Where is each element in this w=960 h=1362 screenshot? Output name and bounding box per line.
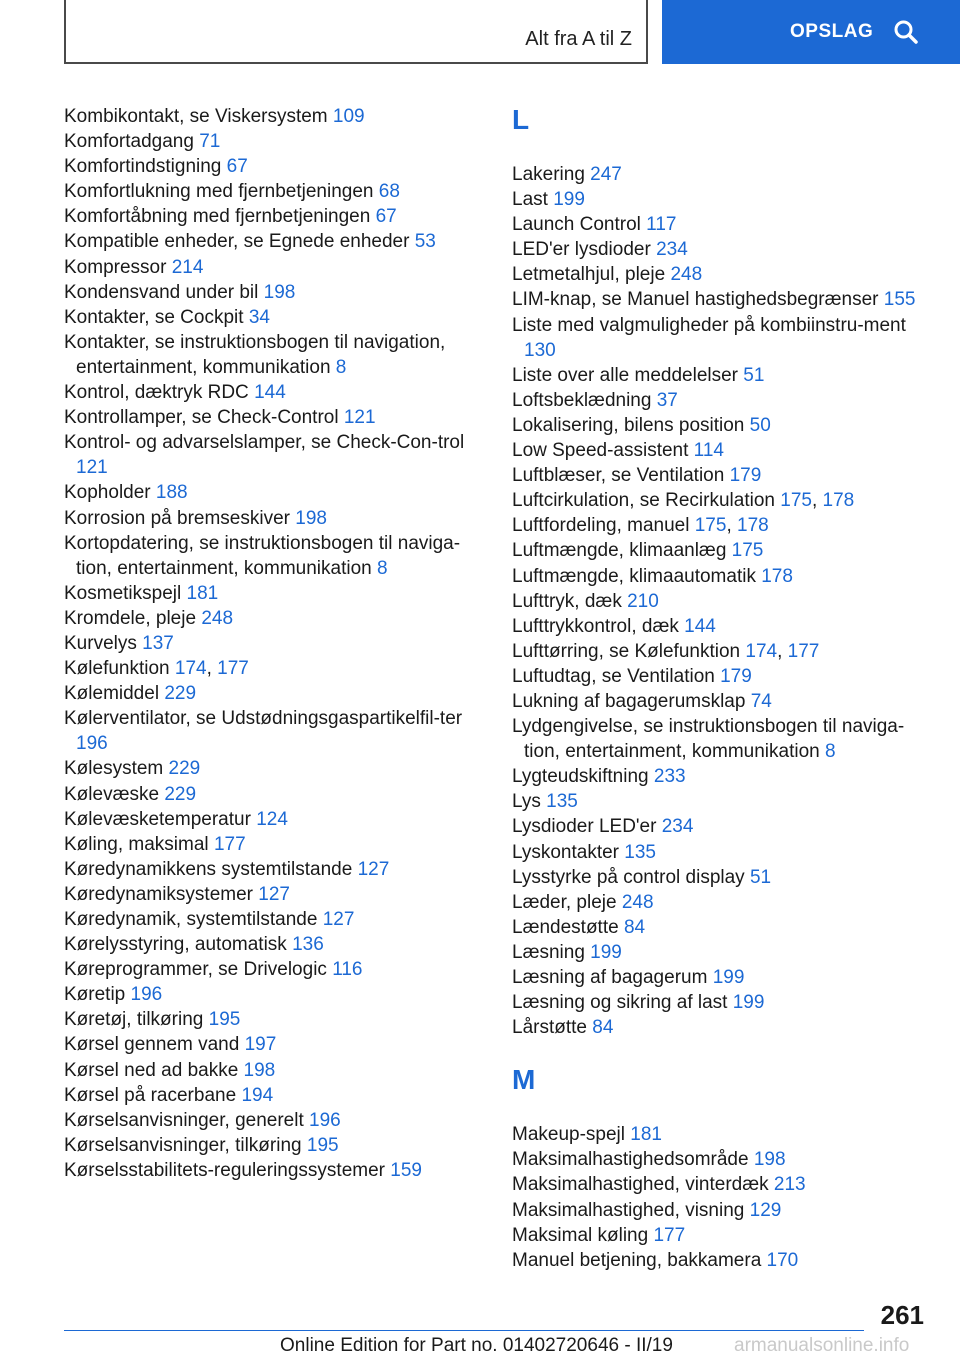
index-entry: [512, 915, 932, 940]
index-entry-text: Kontrol, dæktryk RDC: [64, 382, 249, 404]
index-entry-text: Luftudtag, se Ventilation: [512, 665, 715, 687]
index-entry-text: Lygteudskiftning: [512, 766, 649, 788]
index-entry-text: Lårstøtte: [512, 1017, 587, 1039]
index-entry: [512, 965, 932, 990]
page-link[interactable]: 127: [322, 909, 355, 930]
page-link[interactable]: 179: [720, 665, 752, 687]
page-link[interactable]: 130: [524, 339, 556, 361]
index-entry: [64, 882, 474, 907]
index-entry: [512, 890, 932, 915]
index-entry: [512, 664, 932, 689]
page-link[interactable]: 198: [753, 1149, 786, 1171]
index-entry: [64, 405, 474, 430]
index-entry: [512, 789, 932, 814]
page-link[interactable]: 8: [335, 356, 347, 378]
index-entry-text: Kørsel ned ad bakke: [64, 1059, 239, 1081]
index-entry: [64, 129, 474, 154]
index-entry-text: Lydgengivelse, se instruktionsbogen til naviga-tion, entertainment, kommunikation: [512, 716, 905, 763]
index-entry-text: Køredynamikkens systemtilstande: [64, 858, 353, 880]
index-entry-text: Kølevæsketemperatur: [64, 808, 251, 830]
index-entry: [64, 506, 474, 531]
index-entry: [512, 840, 932, 865]
page-link[interactable]: 67: [226, 156, 248, 178]
index-entry-text: Liste over alle meddelelser: [512, 364, 739, 386]
page-link[interactable]: 137: [142, 632, 174, 654]
index-entry: [64, 1083, 474, 1108]
index-entry: [64, 531, 474, 581]
index-entry-text: Launch Control: [512, 214, 641, 236]
page-link[interactable]: 174: [174, 658, 207, 680]
page-link[interactable]: 195: [208, 1009, 241, 1031]
page-link[interactable]: 37: [656, 389, 678, 411]
index-entry: [512, 438, 932, 463]
section-gap: [512, 1040, 932, 1064]
page-link[interactable]: 247: [590, 164, 622, 185]
index-entry-text: Luftmængde, klimaanlæg: [512, 540, 727, 562]
index-entry-text: Læsning: [512, 941, 585, 963]
index-entry-text: Kontakter, se instruktionsbogen til navigation, entertainment, kommunikation: [64, 331, 446, 378]
page-link[interactable]: 116: [332, 959, 363, 981]
index-entry: [64, 179, 474, 204]
index-entry-text: LIM-knap, se Manuel hastighedsbegrænser: [512, 289, 879, 311]
index-entry-text: Kørselsanvisninger, generelt: [64, 1109, 304, 1131]
page-link[interactable]: 50: [749, 414, 771, 436]
index-entry: [512, 212, 932, 237]
page-link[interactable]: 229: [168, 758, 201, 780]
index-entry-text: Komfortadgang: [64, 131, 194, 153]
index-entry: Lufttørring, se Kølefunktion 174, 177: [512, 640, 820, 662]
index-entry: [64, 330, 474, 380]
index-entry-text: Kombikontakt, se Viskersystem: [64, 106, 328, 127]
page-link[interactable]: 136: [292, 934, 324, 956]
index-entry-text: Last: [512, 189, 548, 211]
index-entry-text: Køretøj, tilkøring: [64, 1009, 204, 1031]
page-link[interactable]: 175: [694, 515, 727, 537]
index-entry: [512, 237, 932, 262]
index-entry-text: Køling, maksimal: [64, 833, 209, 855]
index-entry-text: Lufttryk, dæk: [512, 590, 622, 612]
index-entry-text: Kontrol- og advarselslamper, se Check-Con-trol: [64, 432, 465, 454]
page-link[interactable]: 51: [743, 364, 765, 386]
index-entry-text: Køretip: [64, 984, 126, 1006]
page-link[interactable]: 199: [732, 992, 765, 1014]
page-link[interactable]: 84: [592, 1017, 614, 1039]
footer-edition-text: Online Edition for Part no. 01402720646 - II/19: [280, 1335, 673, 1356]
page-link[interactable]: 210: [627, 590, 659, 612]
index-entry: [512, 262, 932, 287]
index-entry-text: Kølevæske: [64, 783, 160, 805]
opslag-button-label: OPSLAG: [790, 21, 874, 42]
page-link[interactable]: 135: [624, 841, 656, 863]
page-link[interactable]: 117: [646, 214, 677, 236]
index-entry: [64, 430, 474, 480]
index-entry-text: Maksimalhastighed, vinterdæk: [512, 1174, 769, 1196]
page-number: 261: [880, 1300, 924, 1330]
index-entry: [64, 1032, 474, 1057]
index-entry: [512, 990, 932, 1015]
index-entry: Luftcirkulation, se Recirkulation 175, 178: [512, 490, 855, 512]
index-entry-text: Kontakter, se Cockpit: [64, 306, 244, 328]
index-entry-text: Lukning af bagagerumsklap: [512, 690, 746, 712]
section-letter: M: [512, 1064, 536, 1096]
index-entry: [64, 104, 474, 129]
page-link[interactable]: 178: [737, 515, 769, 537]
watermark: armanualsonline.info: [734, 1335, 910, 1356]
index-entry: [512, 865, 932, 890]
page-link[interactable]: 248: [201, 607, 234, 629]
index-entry-text: Kølesystem: [64, 758, 164, 780]
page-link[interactable]: 178: [761, 565, 793, 587]
index-entry-text: Lufttørring, se Kølefunktion: [512, 640, 741, 662]
index-entry-text: Lysdioder LED'er: [512, 816, 657, 838]
index-column-right: [512, 104, 932, 1273]
page-link[interactable]: 214: [171, 256, 204, 278]
page-link[interactable]: 109: [332, 106, 365, 127]
index-entry-text: Køredynamiksystemer: [64, 883, 253, 905]
index-entry: [64, 1007, 474, 1032]
page-link[interactable]: 174: [745, 640, 778, 662]
index-entry: [64, 1108, 474, 1133]
page-link[interactable]: 127: [357, 858, 390, 880]
page-link[interactable]: 179: [729, 465, 762, 487]
index-entry: [64, 807, 474, 832]
index-entry-text: Lufttrykkontrol, dæk: [512, 615, 679, 637]
index-entry: [64, 606, 474, 631]
index-entry: [512, 1198, 932, 1223]
index-entry: [512, 614, 932, 639]
section-letter: L: [512, 104, 530, 135]
index-entry: [64, 832, 474, 857]
index-entry: [512, 313, 932, 363]
index-entry-text: Lysstyrke på control display: [512, 866, 745, 888]
index-entry-text: LED'er lysdioder: [512, 239, 651, 261]
page-link[interactable]: 8: [377, 557, 388, 579]
index-entry: Luftfordeling, manuel 175, 178: [512, 515, 769, 537]
index-entry: [512, 413, 932, 438]
index-entry-text: Luftblæser, se Ventilation: [512, 465, 725, 487]
index-entry-text: Kølefunktion: [64, 658, 170, 680]
page-link[interactable]: 198: [243, 1059, 276, 1081]
page-link[interactable]: 121: [343, 407, 376, 429]
header-section-box: [64, 0, 648, 64]
page-link[interactable]: 248: [670, 264, 703, 286]
index-entry-text: Loftsbeklædning: [512, 389, 652, 411]
index-entry-text: Maksimalhastighed, visning: [512, 1199, 745, 1221]
page-link[interactable]: 178: [822, 490, 855, 512]
index-entry-text: Kontrollamper, se Check-Control: [64, 407, 339, 429]
index-entry-text: Kørselsstabilitets-reguleringssystemer: [64, 1159, 385, 1181]
index-entry: [64, 280, 474, 305]
index-entry-text: Maksimalhastighedsområde: [512, 1149, 749, 1171]
index-entry: [64, 907, 474, 932]
index-entry: [64, 681, 474, 706]
page-link[interactable]: 188: [155, 482, 188, 504]
index-entry: [512, 564, 932, 589]
page-link[interactable]: 135: [546, 791, 578, 813]
index-entry: [64, 857, 474, 882]
index-entry: [64, 631, 474, 656]
page-link[interactable]: 229: [164, 683, 197, 705]
page-link[interactable]: 196: [309, 1109, 341, 1131]
index-entry: [64, 581, 474, 606]
index-entry-text: Kurvelys: [64, 632, 137, 654]
index-entry-text: Kondensvand under bil: [64, 281, 259, 303]
index-entry-text: Kopholder: [64, 482, 151, 504]
index-entry: [512, 1223, 932, 1248]
page-link[interactable]: 229: [164, 783, 197, 805]
index-entry: [64, 204, 474, 229]
index-entry: [64, 1058, 474, 1083]
page-link[interactable]: 177: [787, 640, 820, 662]
index-entry-text: Kørselsanvisninger, tilkøring: [64, 1134, 302, 1156]
index-entry-text: Maksimal køling: [512, 1224, 649, 1246]
page-link[interactable]: 84: [623, 916, 646, 938]
index-entry-text: Korrosion på bremseskiver: [64, 507, 290, 529]
index-entry: [64, 229, 474, 254]
index-entry-text: Kosmetikspejl: [64, 582, 182, 604]
index-entry-text: Læsning af bagagerum: [512, 967, 708, 988]
index-entry-text: Luftfordeling, manuel: [512, 515, 690, 537]
index-entry: [512, 1248, 932, 1273]
page-link[interactable]: 53: [414, 231, 436, 253]
index-entry-text: Komfortindstigning: [64, 156, 222, 178]
index-entry-text: Manuel betjening, bakkamera: [512, 1249, 762, 1271]
page-link[interactable]: 121: [76, 457, 108, 479]
index-entry: [512, 187, 932, 212]
index-entry: [64, 982, 474, 1007]
page-link[interactable]: 51: [749, 866, 772, 888]
index-entry: Kølefunktion 174, 177: [64, 658, 249, 680]
index-entry-text: Makeup-spejl: [512, 1124, 625, 1146]
page-link[interactable]: 177: [653, 1224, 686, 1246]
index-entry-text: Luftcirkulation, se Recirkulation: [512, 490, 775, 512]
index-entry-text: Lys: [512, 791, 541, 813]
index-entry: [512, 1172, 932, 1197]
index-entry: [512, 287, 932, 312]
index-entry: [512, 162, 932, 187]
index-entry-text: Kølemiddel: [64, 683, 160, 705]
page-link[interactable]: 195: [306, 1134, 339, 1156]
page-link[interactable]: 196: [130, 984, 163, 1006]
page-link[interactable]: 114: [693, 440, 724, 462]
index-entry: [512, 589, 932, 614]
page-link[interactable]: 127: [258, 883, 290, 905]
index-entry-text: Kørsel på racerbane: [64, 1084, 237, 1106]
page-link[interactable]: 144: [254, 382, 286, 404]
index-entry-text: Læsning og sikring af last: [512, 992, 728, 1014]
index-entry-text: Lokalisering, bilens position: [512, 414, 745, 436]
index-entry: [512, 1122, 932, 1147]
page-link[interactable]: 213: [773, 1174, 806, 1196]
index-entry: [64, 380, 474, 405]
index-entry-text: Komfortåbning med fjernbetjeningen: [64, 206, 371, 228]
index-entry-text: Lændestøtte: [512, 916, 619, 938]
index-entry-text: Kørelysstyring, automatisk: [64, 934, 287, 956]
index-entry: [512, 714, 932, 764]
page-link[interactable]: 199: [553, 189, 585, 211]
opslag-button[interactable]: [662, 0, 960, 64]
index-entry: [512, 1015, 932, 1040]
index-entry: [512, 764, 932, 789]
index-entry: [64, 255, 474, 280]
index-entry-text: Lakering: [512, 164, 585, 185]
footer-divider: [64, 1330, 864, 1331]
index-entry-text: Luftmængde, klimaautomatik: [512, 565, 756, 587]
index-entry-text: Kompatible enheder, se Egnede enheder: [64, 231, 410, 253]
page-link[interactable]: 199: [712, 967, 745, 988]
page-link[interactable]: 181: [630, 1124, 662, 1146]
page-link[interactable]: 234: [656, 239, 688, 261]
index-entry: [512, 463, 932, 488]
index-entry: [64, 305, 474, 330]
page-link[interactable]: 198: [295, 507, 327, 529]
page-link[interactable]: 34: [248, 306, 270, 328]
index-entry: [64, 706, 474, 756]
letter-gap: [512, 1108, 932, 1122]
page-link[interactable]: 177: [217, 658, 249, 680]
index-entry: [512, 689, 932, 714]
index-entry: [512, 388, 932, 413]
page-link[interactable]: 234: [661, 816, 694, 838]
index-entry-text: Køreprogrammer, se Drivelogic: [64, 959, 327, 981]
page-link[interactable]: 175: [780, 490, 812, 512]
page-link[interactable]: 196: [76, 733, 108, 755]
index-entry: [64, 782, 474, 807]
index-entry-text: Kromdele, pleje: [64, 607, 197, 629]
page-link[interactable]: 67: [375, 206, 397, 228]
page-link[interactable]: 155: [883, 289, 916, 311]
index-entry-text: Kørsel gennem vand: [64, 1034, 240, 1056]
page-link[interactable]: 74: [750, 690, 772, 712]
index-entry: [512, 940, 932, 965]
page-link[interactable]: 170: [766, 1249, 799, 1271]
page-link[interactable]: 199: [590, 941, 622, 963]
page-link[interactable]: 233: [653, 766, 686, 788]
index-entry: [64, 480, 474, 505]
index-entry-text: Kortopdatering, se instruktionsbogen til naviga-tion, entertainment, kommunikation: [64, 532, 461, 579]
index-entry: [64, 932, 474, 957]
index-entry: [512, 363, 932, 388]
index-entry: [64, 1133, 474, 1158]
page-link[interactable]: 181: [186, 582, 219, 604]
search-icon: [893, 19, 919, 45]
index-entry-text: Letmetalhjul, pleje: [512, 264, 666, 286]
index-entry-text: Læder, pleje: [512, 891, 617, 913]
index-column-left: [64, 104, 474, 1183]
letter-gap: [512, 148, 932, 162]
page-link[interactable]: 194: [241, 1084, 274, 1106]
index-entry-text: Kølerventilator, se Udstødningsgaspartikelfil-ter: [64, 708, 463, 730]
page-link[interactable]: 177: [213, 833, 246, 855]
page-link[interactable]: 129: [749, 1199, 782, 1221]
index-entry-text: Komfortlukning med fjernbetjeningen: [64, 181, 374, 203]
page-link[interactable]: 198: [263, 281, 296, 303]
page-link[interactable]: 175: [731, 540, 764, 562]
index-entry: [64, 1158, 474, 1183]
index-entry-text: Low Speed-assistent: [512, 440, 689, 462]
index-entry-text: Lyskontakter: [512, 841, 620, 863]
index-entry-text: Kompressor: [64, 256, 167, 278]
index-entry-text: Liste med valgmuligheder på kombiinstru-ment: [512, 314, 906, 336]
page-link[interactable]: 144: [684, 615, 716, 637]
index-entry-text: Køredynamik, systemtilstande: [64, 909, 318, 930]
page-link[interactable]: 124: [256, 808, 288, 830]
page-link[interactable]: 159: [390, 1159, 422, 1181]
index-entry: [64, 957, 474, 982]
page-link[interactable]: 197: [244, 1034, 277, 1056]
page-link[interactable]: 8: [825, 741, 836, 763]
index-entry: [512, 814, 932, 839]
index-entry: [64, 154, 474, 179]
page-link[interactable]: 71: [199, 131, 221, 153]
index-entry: [64, 756, 474, 781]
page-link[interactable]: 248: [621, 891, 654, 913]
section-title: Alt fra A til Z: [525, 28, 632, 50]
index-entry: [512, 1147, 932, 1172]
page-link[interactable]: 68: [378, 181, 400, 203]
index-entry: [512, 538, 932, 563]
